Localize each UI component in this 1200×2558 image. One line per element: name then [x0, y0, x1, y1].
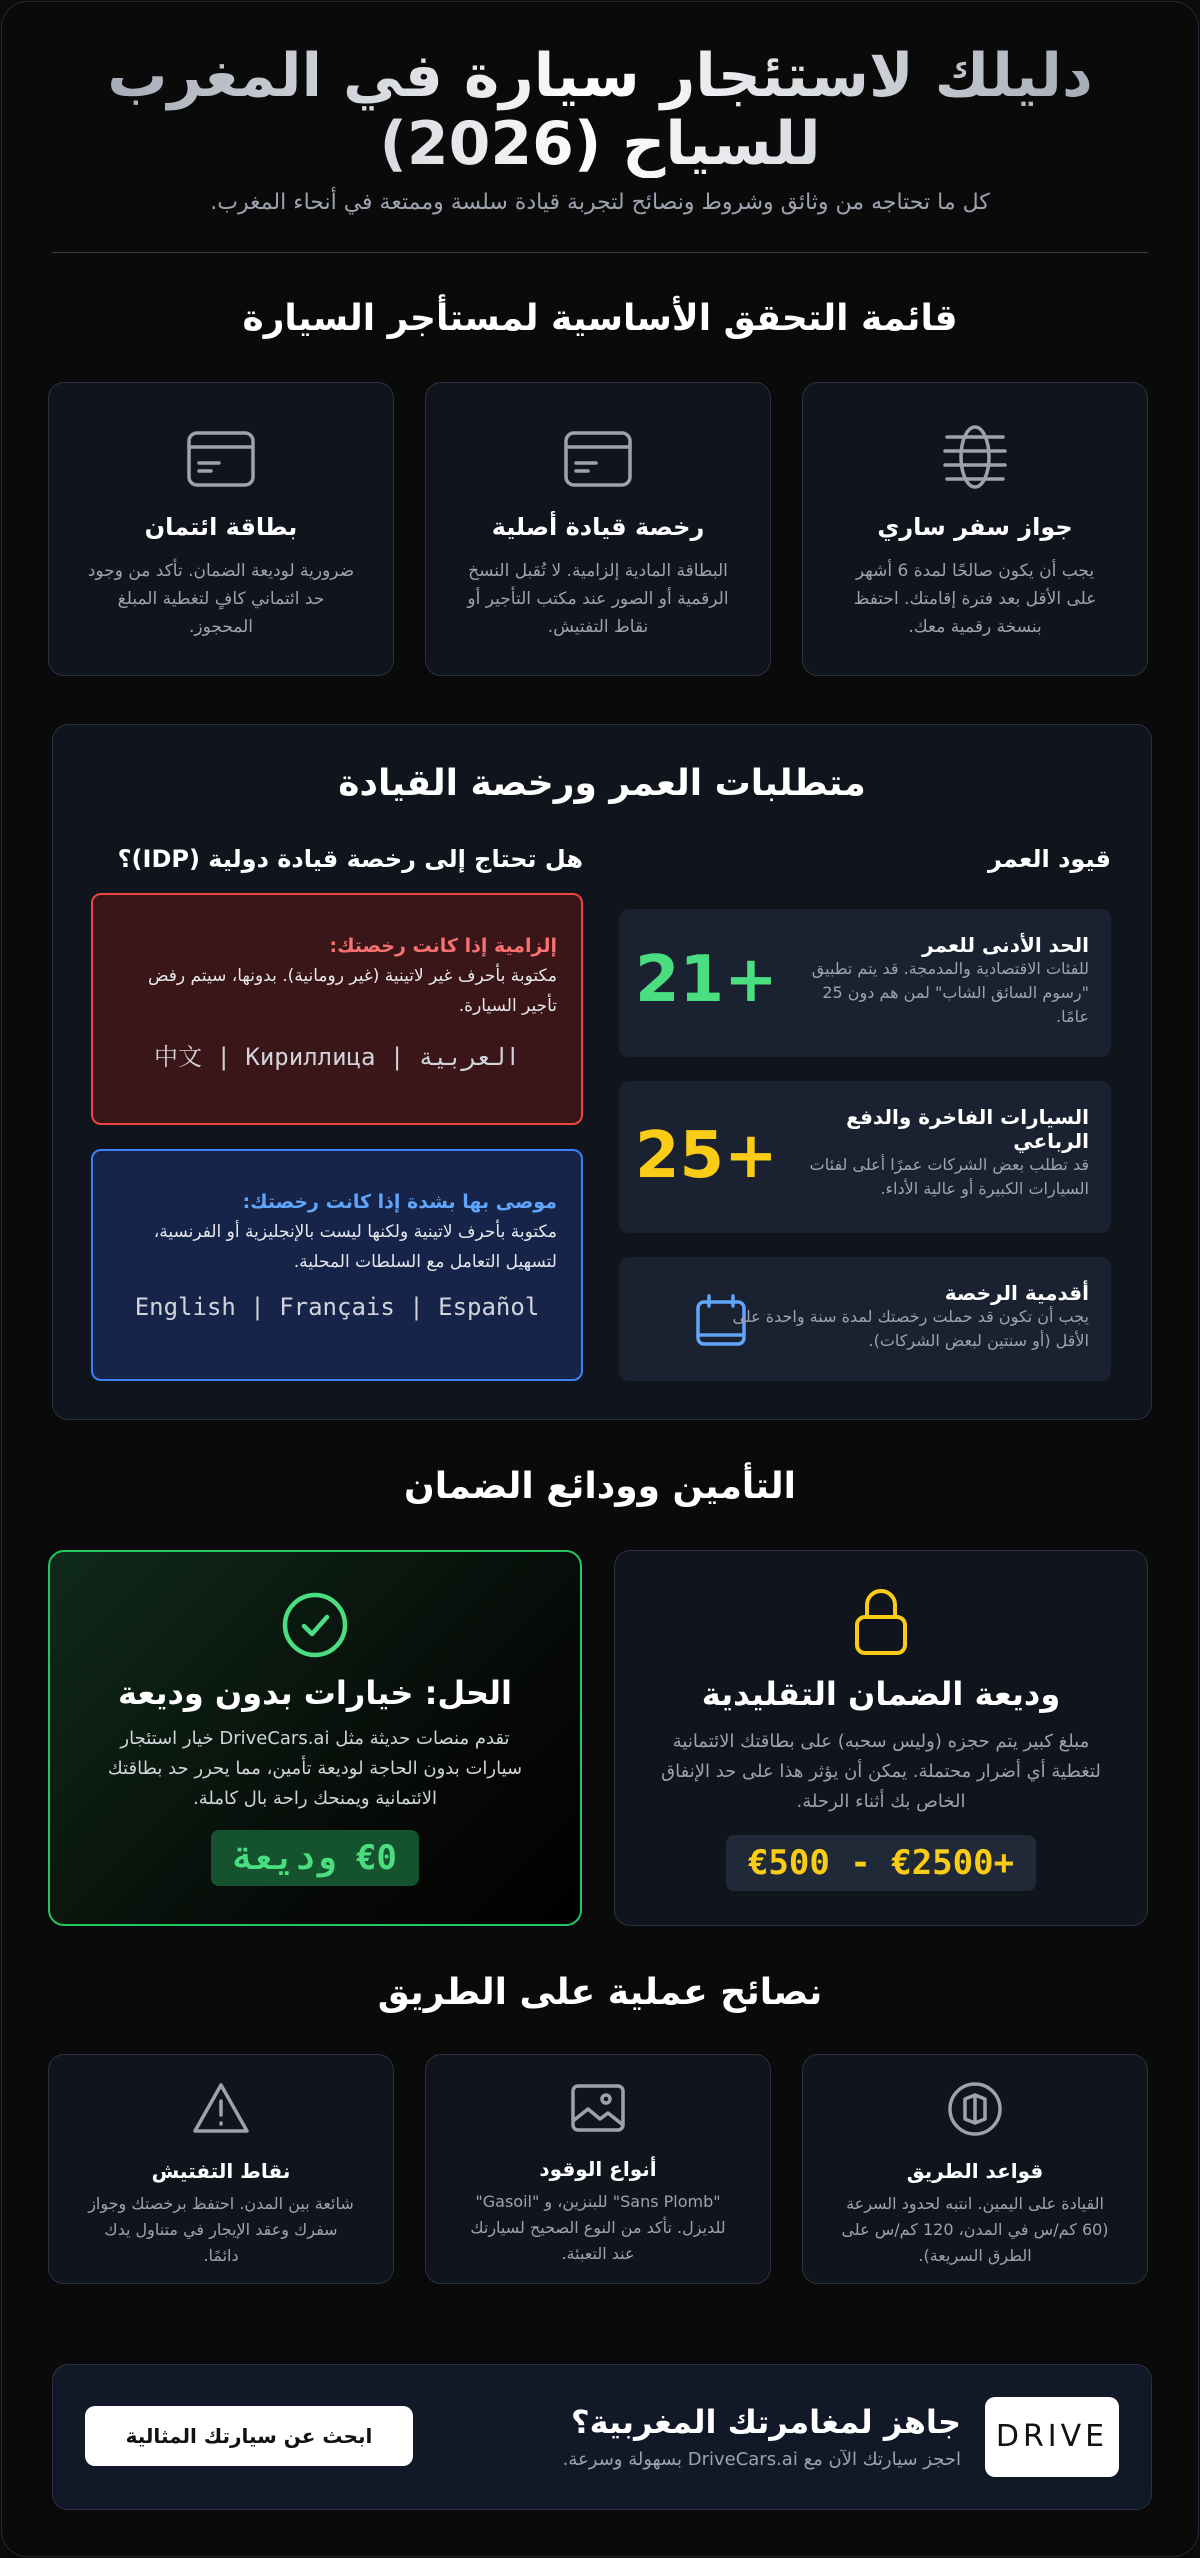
license-age-title: أقدمية الرخصة	[944, 1281, 1089, 1305]
cta-banner	[52, 2364, 1152, 2510]
tip-card-road-rules	[802, 2054, 1148, 2284]
solution-title: الحل: خيارات بدون وديعة	[117, 1674, 512, 1712]
hero	[52, 42, 1148, 215]
traditional-deposit-card	[614, 1550, 1148, 1926]
traditional-text: مبلغ كبير يتم حجزه (وليس سحبه) على بطاقتك الائتمانية لتغطية أي أضرار محتملة. يمكن أن يؤثر هذا على حد الإنفاق الخاص بك أثناء الرحلة.	[661, 1731, 1101, 1812]
tip-title: قواعد الطريق	[906, 2159, 1044, 2183]
idp-mandatory-title: إلزامية إذا كانت رخصتك:	[329, 935, 557, 957]
license-age-box	[619, 1257, 1111, 1381]
traditional-title: وديعة الضمان التقليدية	[701, 1675, 1061, 1713]
card-title: رخصة قيادة أصلية	[491, 513, 705, 541]
tip-card-fuel	[425, 2054, 771, 2284]
idp-recommended-box	[91, 1149, 583, 1381]
cta-subtitle: احجز سيارتك الآن مع DriveCars.ai بسهولة وسرعة.	[562, 2449, 961, 2470]
idp-mandatory-scripts: 中文 | Кириллица | العربية	[154, 1043, 520, 1071]
no-deposit-card	[48, 1550, 582, 1926]
requirements-title: متطلبات العمر ورخصة القيادة	[338, 763, 866, 804]
warning-icon	[192, 2081, 250, 2135]
tip-title: أنواع الوقود	[539, 2157, 657, 2181]
age-heading: قيود العمر	[987, 845, 1111, 873]
checklist-card-license	[425, 382, 771, 676]
check-circle-icon	[282, 1592, 348, 1658]
age-min-number: +21	[635, 943, 778, 1017]
solution-amount: €0 وديعة	[211, 1830, 419, 1886]
credit-card-icon	[185, 423, 257, 495]
card-text: يجب أن يكون صالحًا لمدة 6 أشهر على الأقل بعد فترة إقامتك. احتفظ بنسخة رقمية معك.	[853, 561, 1097, 637]
tip-text: "Sans Plomb" للبنزين، و "Gasoil" للديزل. تأكد من النوع الصحيح لسيارتك عند التعبئة.	[470, 2192, 726, 2263]
card-title: جواز سفر ساري	[877, 513, 1073, 541]
card-text: ضرورية لوديعة الضمان. تأكد من وجود حد ائتماني كافٍ لتغطية المبلغ المحجوز.	[87, 561, 355, 637]
solution-text: تقدم منصات حديثة مثل DriveCars.ai خيار استئجار سيارات بدون الحاجة لوديعة تأمين، مما يحرر حد بطاقتك الائتمانية ويمنحك راحة بال كاملة.	[107, 1728, 523, 1809]
license-age-text: يجب أن تكون قد حملت رخصتك لمدة سنة واحدة على الأقل (أو سنتين لبعض الشركات).	[732, 1307, 1089, 1350]
tips-title: نصائح عملية على الطريق	[377, 1972, 823, 2013]
tip-text: شائعة بين المدن. احتفظ برخصتك وجواز سفرك وعقد الإيجار في متناول يدك دائمًا.	[88, 2194, 354, 2265]
lock-icon	[851, 1585, 911, 1657]
age-luxury-number: +25	[635, 1119, 778, 1193]
tip-card-checkpoints	[48, 2054, 394, 2284]
checklist-card-credit	[48, 382, 394, 676]
idp-recommended-text: مكتوبة بأحرف لاتينية ولكنها ليست بالإنجليزية أو الفرنسية، لتسهيل التعامل مع السلطات المحلية.	[153, 1222, 557, 1272]
license-card-icon	[562, 423, 634, 495]
age-min-title: الحد الأدنى للعمر	[922, 933, 1089, 957]
fuel-image-icon	[570, 2083, 626, 2133]
card-title: بطاقة ائتمان	[144, 513, 298, 541]
drive-logo[interactable]: DRIVE	[985, 2397, 1119, 2477]
idp-mandatory-text: مكتوبة بأحرف غير لاتينية (غير رومانية). بدونها، سيتم رفض تأجير السيارة.	[147, 966, 557, 1016]
divider	[52, 252, 1148, 253]
traditional-amount: €500 - €2500+	[726, 1835, 1036, 1891]
age-min-text: للفئات الاقتصادية والمدمجة. قد يتم تطبيق "رسوم السائق الشاب" لمن هم دون 25 عامًا.	[811, 959, 1089, 1026]
requirements-panel	[52, 724, 1152, 1420]
speed-sign-icon	[947, 2081, 1003, 2137]
idp-mandatory-box	[91, 893, 583, 1125]
age-luxury-text: قد تطلب بعض الشركات عمرًا أعلى لفئات السيارات الكبيرة أو عالية الأداء.	[809, 1155, 1089, 1198]
find-car-button[interactable]: ابحث عن سيارتك المثالية	[85, 2406, 413, 2466]
tip-text: القيادة على اليمين. انتبه لحدود السرعة (60 كم/س في المدن، 120 كم/س على الطرق السريعة).	[841, 2194, 1109, 2265]
card-text: البطاقة المادية إلزامية. لا تُقبل النسخ الرقمية أو الصور عند مكتب التأجير أو نقاط التفتيش.	[467, 561, 729, 637]
age-luxury-box	[619, 1081, 1111, 1233]
age-luxury-title: السيارات الفاخرة والدفع الرباعي	[846, 1105, 1089, 1153]
page-frame	[1, 1, 1199, 2557]
age-min-box	[619, 909, 1111, 1057]
insurance-title: التأمين وودائع الضمان	[404, 1466, 796, 1507]
idp-recommended-title: موصى بها بشدة إذا كانت رخصتك:	[242, 1191, 557, 1213]
idp-heading: هل تحتاج إلى رخصة قيادة دولية (IDP)؟	[117, 845, 583, 873]
checklist-title: قائمة التحقق الأساسية لمستأجر السيارة	[242, 298, 958, 339]
passport-icon	[941, 423, 1009, 495]
page-subtitle: كل ما تحتاجه من وثائق وشروط ونصائح لتجربة قيادة سلسة وممتعة في أنحاء المغرب.	[210, 190, 990, 215]
cta-title: جاهز لمغامرتك المغربية؟	[571, 2403, 961, 2441]
checklist-card-passport	[802, 382, 1148, 676]
page-title: دليلك لاستئجار سيارة في المغرب للسياح (2026)	[52, 42, 1148, 178]
tip-title: نقاط التفتيش	[151, 2159, 291, 2183]
idp-recommended-scripts: English | Français | Español	[134, 1293, 540, 1321]
